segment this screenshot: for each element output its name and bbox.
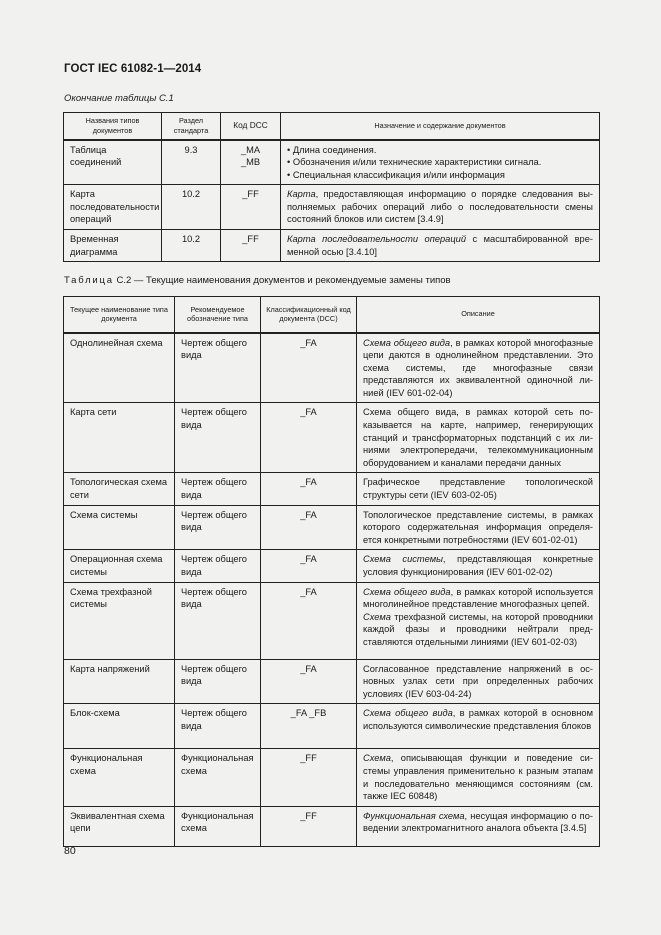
doc-description	[281, 140, 600, 185]
page-number: 80	[64, 845, 76, 857]
recommended-type: Чертеж общего вида	[175, 333, 261, 403]
table-row	[64, 582, 600, 659]
recommended-type: Чертеж общего вида	[175, 473, 261, 505]
dcc-code: _FF	[221, 230, 281, 262]
description-text: , описывающая функции и поведение системы управления применительно к разным этапам и последовательно меняющимся состояниям (см. также IEC 60848)	[363, 753, 593, 802]
table-c1-end	[63, 112, 600, 262]
doc-description	[357, 582, 600, 659]
doc-description	[357, 333, 600, 403]
column-header: Код DCC	[221, 113, 281, 140]
standard-section: 10.2	[162, 185, 221, 230]
italic-term: Карта последовательности операций	[287, 234, 467, 245]
table1-caption: Окончание таблицы С.1	[64, 93, 174, 104]
italic-term: Схема	[363, 753, 391, 764]
table-row	[64, 333, 600, 403]
current-doc-name: Операционная схема системы	[64, 550, 175, 582]
table-row	[64, 185, 600, 230]
doc-description	[357, 806, 600, 846]
current-doc-name: Эквивалентная схема цепи	[64, 806, 175, 846]
dcc-code: _FA	[261, 550, 357, 582]
doc-description	[357, 749, 600, 806]
description-text: , в рамках которой в основном используются символические представления блоков	[363, 708, 593, 731]
dcc-code: _FA	[261, 333, 357, 403]
description-text: , предоставляющая информацию о порядке следования выполняемых рабочих операций либо о последовательности смены состояний блоков или систем [3.4.9]	[287, 189, 593, 225]
description-paragraph	[363, 553, 593, 578]
table-row	[64, 403, 600, 473]
column-header: Классификационный код документа (DCC)	[261, 297, 357, 333]
column-header: Рекомендуемое обозначение типа	[175, 297, 261, 333]
description-text: Схема общего вида, в рамках которой сеть показывается на карте, например, генерирующих станций и трансформаторных подстанций с их линиями электропередачи, телекоммуникационным оборудованием и каналами передачи данных	[363, 407, 593, 468]
italic-term: Схема	[363, 611, 391, 622]
doc-type-name: Таблица соединений	[64, 140, 162, 185]
doc-description	[357, 704, 600, 749]
table-row	[64, 505, 600, 550]
table-row	[64, 659, 600, 704]
description-text: , представляющая конкретные условия функционирования (IEV 601-02-02)	[363, 554, 593, 578]
column-header: Назначение и содержание документов	[281, 113, 600, 140]
description-paragraph	[363, 406, 593, 469]
table2-caption	[64, 275, 451, 286]
column-header: Описание	[357, 297, 600, 333]
standard-section: 9.3	[162, 140, 221, 185]
column-header: Названия типов документов	[64, 113, 162, 140]
table-c2	[63, 296, 600, 847]
dcc-code	[221, 140, 281, 185]
description-paragraph	[363, 509, 593, 547]
table-row	[64, 806, 600, 846]
italic-term: Функциональная схема	[363, 810, 465, 821]
doc-description	[357, 659, 600, 704]
dcc-code: _FA	[261, 403, 357, 473]
doc-description	[357, 550, 600, 582]
table-row	[64, 140, 600, 185]
italic-term: Схема общего вида	[363, 337, 451, 348]
bullet-item: • Обозначения и/или технические характеристики сигнала.	[287, 157, 542, 168]
current-doc-name: Карта напряжений	[64, 659, 175, 704]
current-doc-name: Функциональная схема	[64, 749, 175, 806]
bullet-item: • Специальная классификация и/или информация	[287, 169, 505, 180]
table-row	[64, 749, 600, 806]
recommended-type: Чертеж общего вида	[175, 550, 261, 582]
current-doc-name: Топологическая схема сети	[64, 473, 175, 505]
recommended-type: Чертеж общего вида	[175, 505, 261, 550]
doc-description	[357, 505, 600, 550]
table2-caption-label: Таблица	[64, 275, 114, 286]
table-row	[64, 230, 600, 262]
table-row	[64, 704, 600, 749]
description-text: Согласованное представление напряжений в основных узлах сети при определенных рабочих условиях (IEV 603-04-24)	[363, 663, 593, 699]
doc-type-name: Карта последовательности операций	[64, 185, 162, 230]
description-paragraph	[363, 586, 593, 611]
recommended-type: Чертеж общего вида	[175, 582, 261, 659]
table-row	[64, 473, 600, 505]
dcc-code: _FA _FB	[261, 704, 357, 749]
italic-term: Схема общего вида	[363, 586, 451, 597]
doc-description	[357, 473, 600, 505]
italic-term: Схема системы	[363, 554, 443, 565]
recommended-type: Чертеж общего вида	[175, 704, 261, 749]
description-paragraph	[363, 810, 593, 835]
current-doc-name: Блок-схема	[64, 704, 175, 749]
column-header: Раздел стандарта	[162, 113, 221, 140]
dcc-code: _FA	[261, 582, 357, 659]
italic-term: Схема общего вида	[363, 708, 453, 719]
document-header: ГОСТ IEC 61082-1—2014	[64, 63, 202, 75]
current-doc-name: Схема системы	[64, 505, 175, 550]
dcc-code: _FA	[261, 473, 357, 505]
standard-section: 10.2	[162, 230, 221, 262]
column-header: Текущее наименование типа документа	[64, 297, 175, 333]
dcc-code: _FF	[221, 185, 281, 230]
dcc-code: _FF	[261, 806, 357, 846]
description-paragraph	[363, 707, 593, 732]
description-paragraph	[363, 337, 593, 400]
dcc-code: _FF	[261, 749, 357, 806]
doc-type-name: Временная диаграмма	[64, 230, 162, 262]
current-doc-name: Карта сети	[64, 403, 175, 473]
recommended-type: Функциональная схема	[175, 749, 261, 806]
doc-description	[357, 403, 600, 473]
dcc-code: _FA	[261, 659, 357, 704]
table-row	[64, 550, 600, 582]
table2-caption-text: С.2 — Текущие наименования документов и рекомендуемые замены типов	[113, 275, 451, 286]
description-paragraph	[363, 752, 593, 802]
current-doc-name: Однолинейная схема	[64, 333, 175, 403]
description-text: Графическое представление топологической структуры сети (IEV 603-02-05)	[363, 477, 593, 501]
doc-description	[281, 185, 600, 230]
dcc-code-line: _MA	[240, 144, 261, 155]
recommended-type: Чертеж общего вида	[175, 659, 261, 704]
description-paragraph	[363, 663, 593, 701]
description-paragraph	[363, 611, 593, 649]
dcc-code-line: _MB	[240, 157, 261, 168]
description-text: , несущая информацию о поведении электромагнитного аналога объекта [3.4.5]	[363, 810, 593, 834]
description-text: трехфазной системы, на которой проводники каждой фазы и проводники нейтрали представляются отдельными линиями (IEV 601-02-03)	[363, 611, 593, 647]
description-paragraph	[363, 476, 593, 501]
recommended-type: Функциональная схема	[175, 806, 261, 846]
current-doc-name: Схема трехфазной системы	[64, 582, 175, 659]
description-text: с масштабированной временной осью [3.4.10]	[287, 234, 593, 257]
recommended-type: Чертеж общего вида	[175, 403, 261, 473]
dcc-code: _FA	[261, 505, 357, 550]
bullet-item: • Длина соединения.	[287, 144, 377, 155]
doc-description	[281, 230, 600, 262]
description-text: Топологическое представление системы, в рамках которого содержательная информация определяется конкретными потребностями (IEV 601-02-01)	[363, 509, 593, 545]
description-text: , в рамках которой используется многолинейное представление многофазных цепей.	[363, 586, 594, 610]
italic-term: Карта	[287, 189, 316, 200]
description-text: , в рамках которой многофазные цепи даются в однолинейном представлении. Это схема системы, где многофазные связи представляются их эквивалентной одиночной линией (IEV 601-02-04)	[363, 337, 593, 398]
